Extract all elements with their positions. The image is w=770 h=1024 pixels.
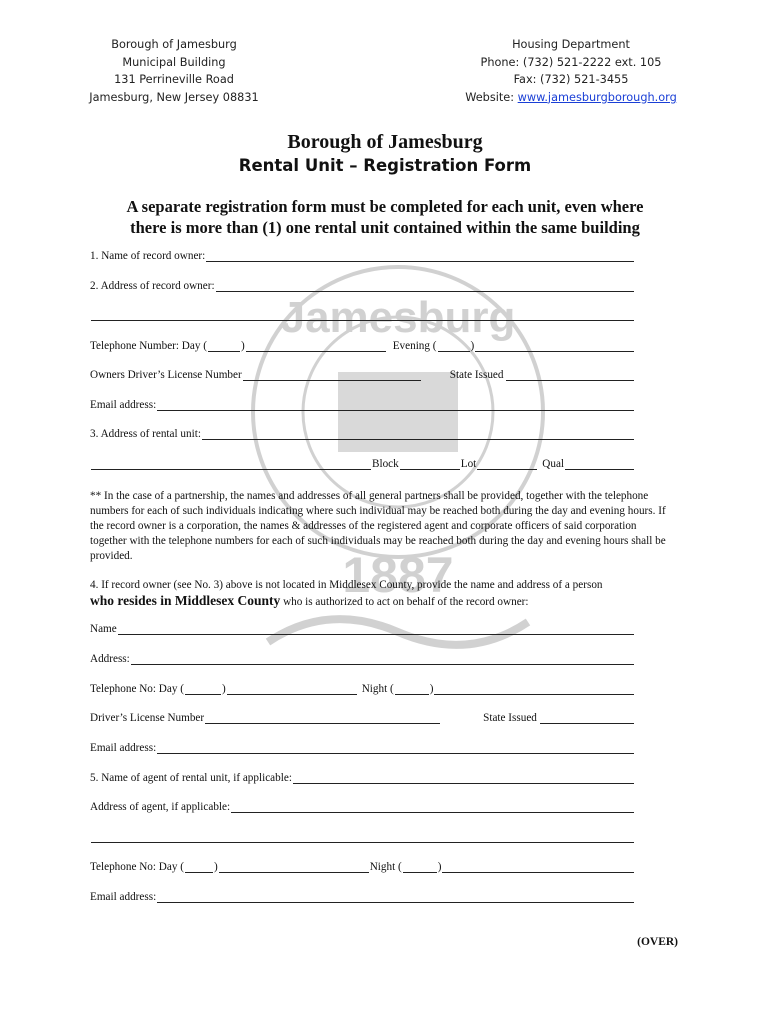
rep-state-field[interactable]: [540, 713, 634, 724]
field-label: Night (: [361, 683, 394, 695]
field-label: State Issued: [483, 712, 537, 724]
paren: ): [429, 683, 434, 695]
rental-address-row: [90, 428, 635, 440]
rep-name-row: [90, 623, 635, 635]
header-left: [88, 36, 260, 106]
header-line: Municipal Building: [122, 55, 226, 69]
over-note: (OVER): [637, 936, 678, 948]
borough-seal-watermark: [248, 262, 548, 682]
form-subtitle: Rental Unit – Registration Form: [238, 156, 532, 175]
agent-email-field[interactable]: [157, 892, 634, 903]
field-label: Address:: [90, 653, 130, 665]
agent-name-field[interactable]: [293, 773, 634, 784]
owner-name-row: [90, 250, 635, 262]
header-right: [455, 36, 687, 106]
paren: ): [240, 340, 245, 352]
owner-phone-row: [90, 340, 635, 352]
rep-email-field[interactable]: [157, 743, 634, 754]
svg-text:1887: 1887: [342, 547, 454, 603]
field-label: Email address:: [90, 742, 157, 754]
agent-day-phone-field[interactable]: [219, 862, 369, 873]
website-label: Website:: [465, 90, 518, 104]
agent-name-row: [90, 772, 635, 784]
rep-address-field[interactable]: [131, 654, 634, 665]
agent-night-area-field[interactable]: [403, 862, 437, 873]
owner-license-field[interactable]: [243, 370, 421, 381]
field-label: Email address:: [90, 891, 157, 903]
owner-address-row: [90, 280, 635, 292]
header-line: 131 Perrineville Road: [114, 73, 234, 86]
header-line: Fax: (732) 521-3455: [513, 73, 629, 86]
field-label: Night (: [369, 861, 402, 873]
owner-address-row-2: [90, 310, 635, 321]
rep-name-field[interactable]: [118, 624, 634, 635]
block-field[interactable]: [400, 459, 460, 470]
owner-email-field[interactable]: [157, 400, 634, 411]
evening-area-code-field[interactable]: [438, 341, 470, 352]
field-label: Address of agent, if applicable:: [90, 801, 231, 813]
field-label: 1. Name of record owner:: [90, 250, 206, 262]
agent-day-area-field[interactable]: [185, 862, 213, 873]
header-line: Phone: (732) 521-2222 ext. 105: [480, 55, 662, 69]
field-label: Lot: [460, 458, 477, 470]
website-link[interactable]: www.jamesburgborough.org: [517, 90, 677, 104]
agent-email-row: [90, 891, 635, 903]
owner-address-field-2[interactable]: [91, 310, 634, 321]
field-label: Evening (: [392, 340, 437, 352]
paren: ): [437, 861, 442, 873]
field-label: Telephone No: Day (: [90, 861, 184, 873]
header-line: Jamesburg, New Jersey 08831: [89, 90, 259, 104]
field-label: 3. Address of rental unit:: [90, 428, 201, 440]
notice-line: there is more than (1) one rental unit contained within the same building: [130, 218, 640, 237]
header-line: Borough of Jamesburg: [111, 38, 237, 51]
paren: ): [221, 683, 226, 695]
agent-address-row-2: [90, 832, 635, 843]
owner-email-row: [90, 399, 635, 411]
field-label: Name: [90, 623, 117, 635]
day-area-code-field[interactable]: [208, 341, 240, 352]
svg-text:Jamesburg: Jamesburg: [280, 293, 516, 342]
owner-address-field[interactable]: [216, 281, 634, 292]
field-label: Email address:: [90, 399, 157, 411]
section4-intro: [90, 578, 670, 610]
lot-field[interactable]: [477, 459, 537, 470]
header-line: Housing Department: [512, 38, 630, 51]
owner-name-field[interactable]: [206, 251, 634, 262]
agent-phone-row: [90, 861, 635, 873]
field-label: Owners Driver’s License Number: [90, 369, 242, 381]
qual-field[interactable]: [565, 459, 634, 470]
field-label: State Issued: [449, 369, 504, 381]
field-label: Driver’s License Number: [90, 712, 205, 724]
rep-night-phone-field[interactable]: [434, 684, 634, 695]
field-label: 2. Address of record owner:: [90, 280, 215, 292]
field-label: Qual: [542, 458, 565, 470]
owner-license-row: [90, 369, 635, 381]
rep-address-row: [90, 653, 635, 665]
rental-address-field-2[interactable]: [91, 459, 371, 470]
paren: ): [213, 861, 218, 873]
day-phone-field[interactable]: [246, 341, 386, 352]
field-label: 5. Name of agent of rental unit, if applicable:: [90, 772, 292, 784]
agent-address-row: [90, 801, 635, 813]
bold-text: who resides in Middlesex County: [90, 593, 281, 608]
rep-phone-row: [90, 683, 635, 695]
owner-state-field[interactable]: [506, 370, 634, 381]
block-lot-row: [90, 458, 635, 470]
rep-license-row: [90, 712, 635, 724]
field-label: Block: [372, 458, 399, 470]
rep-day-area-field[interactable]: [185, 684, 221, 695]
field-label: Telephone Number: Day (: [90, 340, 207, 352]
paren: ): [470, 340, 475, 352]
rep-license-field[interactable]: [205, 713, 440, 724]
intro-rest: who is authorized to act on behalf of the record owner:: [280, 596, 529, 608]
rep-night-area-field[interactable]: [395, 684, 429, 695]
agent-address-field[interactable]: [231, 802, 634, 813]
agent-night-phone-field[interactable]: [442, 862, 634, 873]
intro-text: 4. If record owner (see No. 3) above is not located in Middlesex County, provide the name and address of a person: [90, 579, 603, 591]
notice: [0, 196, 770, 238]
page-title: Borough of Jamesburg: [287, 131, 483, 153]
rep-email-row: [90, 742, 635, 754]
notice-line: A separate registration form must be completed for each unit, even where: [126, 197, 644, 216]
field-label: Telephone No: Day (: [90, 683, 184, 695]
rep-day-phone-field[interactable]: [227, 684, 357, 695]
evening-phone-field[interactable]: [475, 341, 634, 352]
agent-address-field-2[interactable]: [91, 832, 634, 843]
rental-address-field[interactable]: [202, 429, 634, 440]
footnote: ** In the case of a partnership, the names and addresses of all general partners shall be provided, together with the telephone numbers for each of such individuals indicating where such individual may be reached both during the day and evening hours. If the record owner is a corporation, the names & addresses of the registered agent and corporate officers of said corporation together with the telephone numbers for each of such individuals may be reached both during the day and evening hours shall be provided.: [90, 490, 666, 562]
